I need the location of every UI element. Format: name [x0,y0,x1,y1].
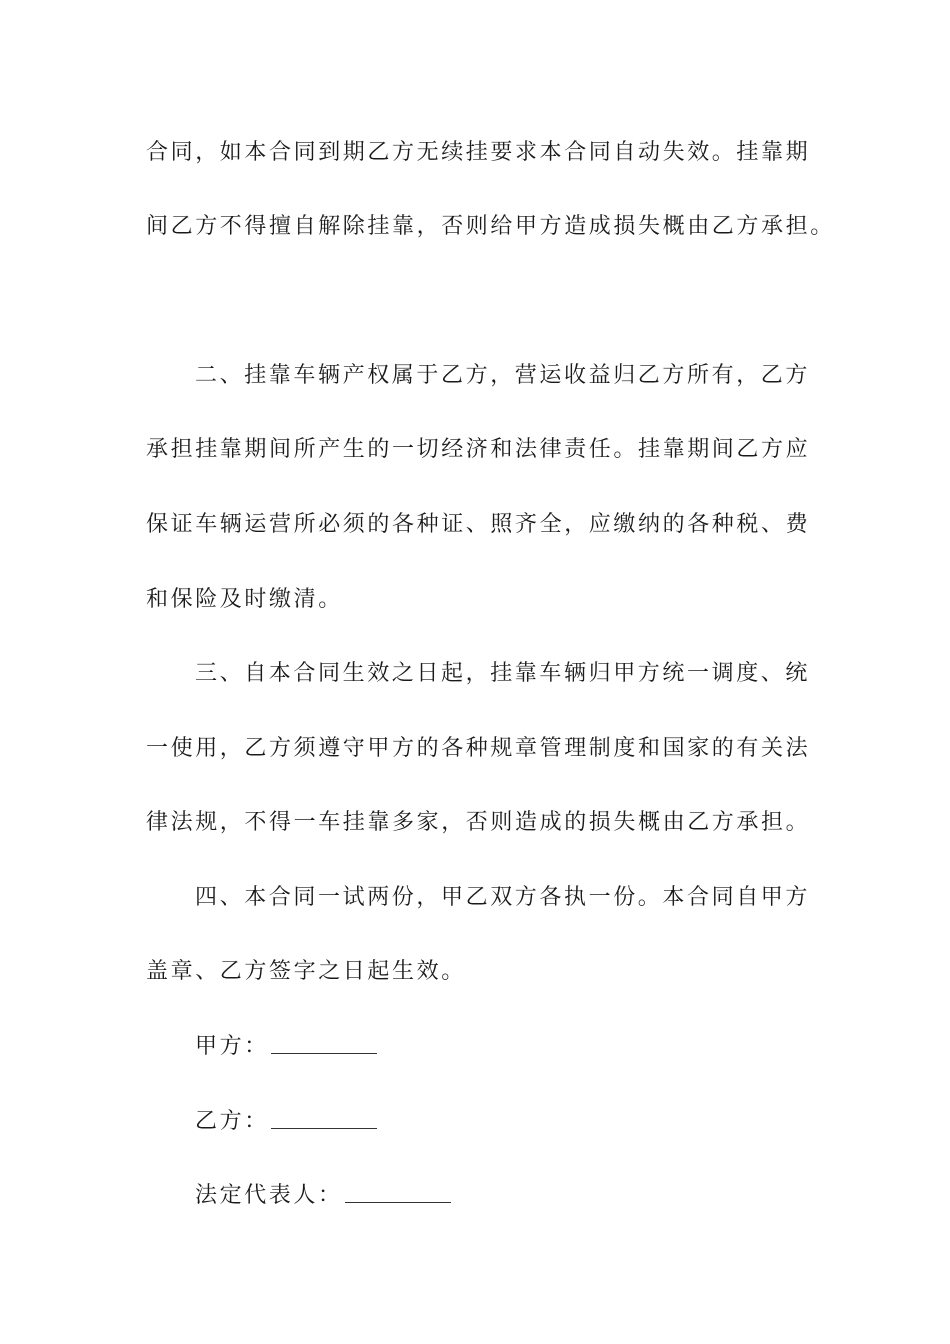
clause-four-line-1: 四、本合同一试两份，甲乙双方各执一份。本合同自甲方 [195,885,811,910]
party-b-blank [271,1127,377,1129]
clause-continuation-line-1: 合同，如本合同到期乙方无续挂要求本合同自动失效。挂靠期 [146,140,811,165]
party-b-signature [195,1102,875,1142]
party-a-blank [271,1052,377,1054]
legal-rep-label: 法定代表人： [195,1183,343,1208]
legal-rep-signature [195,1176,875,1216]
party-b-label: 乙方： [195,1109,269,1134]
clause-three-line-3: 律法规，不得一车挂靠多家，否则造成的损失概由乙方承担。 [146,810,811,835]
legal-rep-blank [345,1201,451,1203]
clause-three-line-1: 三、自本合同生效之日起，挂靠车辆归甲方统一调度、统 [195,661,811,686]
party-a-signature [195,1027,875,1067]
clause-three-line-2: 一使用，乙方须遵守甲方的各种规章管理制度和国家的有关法 [146,736,811,761]
party-a-label: 甲方： [195,1034,269,1059]
clause-two-line-2: 承担挂靠期间所产生的一切经济和法律责任。挂靠期间乙方应 [146,437,811,462]
clause-continuation-line-2: 间乙方不得擅自解除挂靠，否则给甲方造成损失概由乙方承担。 [146,214,835,239]
clause-four-line-2: 盖章、乙方签字之日起生效。 [146,959,466,984]
clause-two-line-1: 二、挂靠车辆产权属于乙方，营运收益归乙方所有，乙方 [195,363,811,388]
clause-two-line-4: 和保险及时缴清。 [146,587,343,612]
clause-two-line-3: 保证车辆运营所必须的各种证、照齐全，应缴纳的各种税、费 [146,512,811,537]
